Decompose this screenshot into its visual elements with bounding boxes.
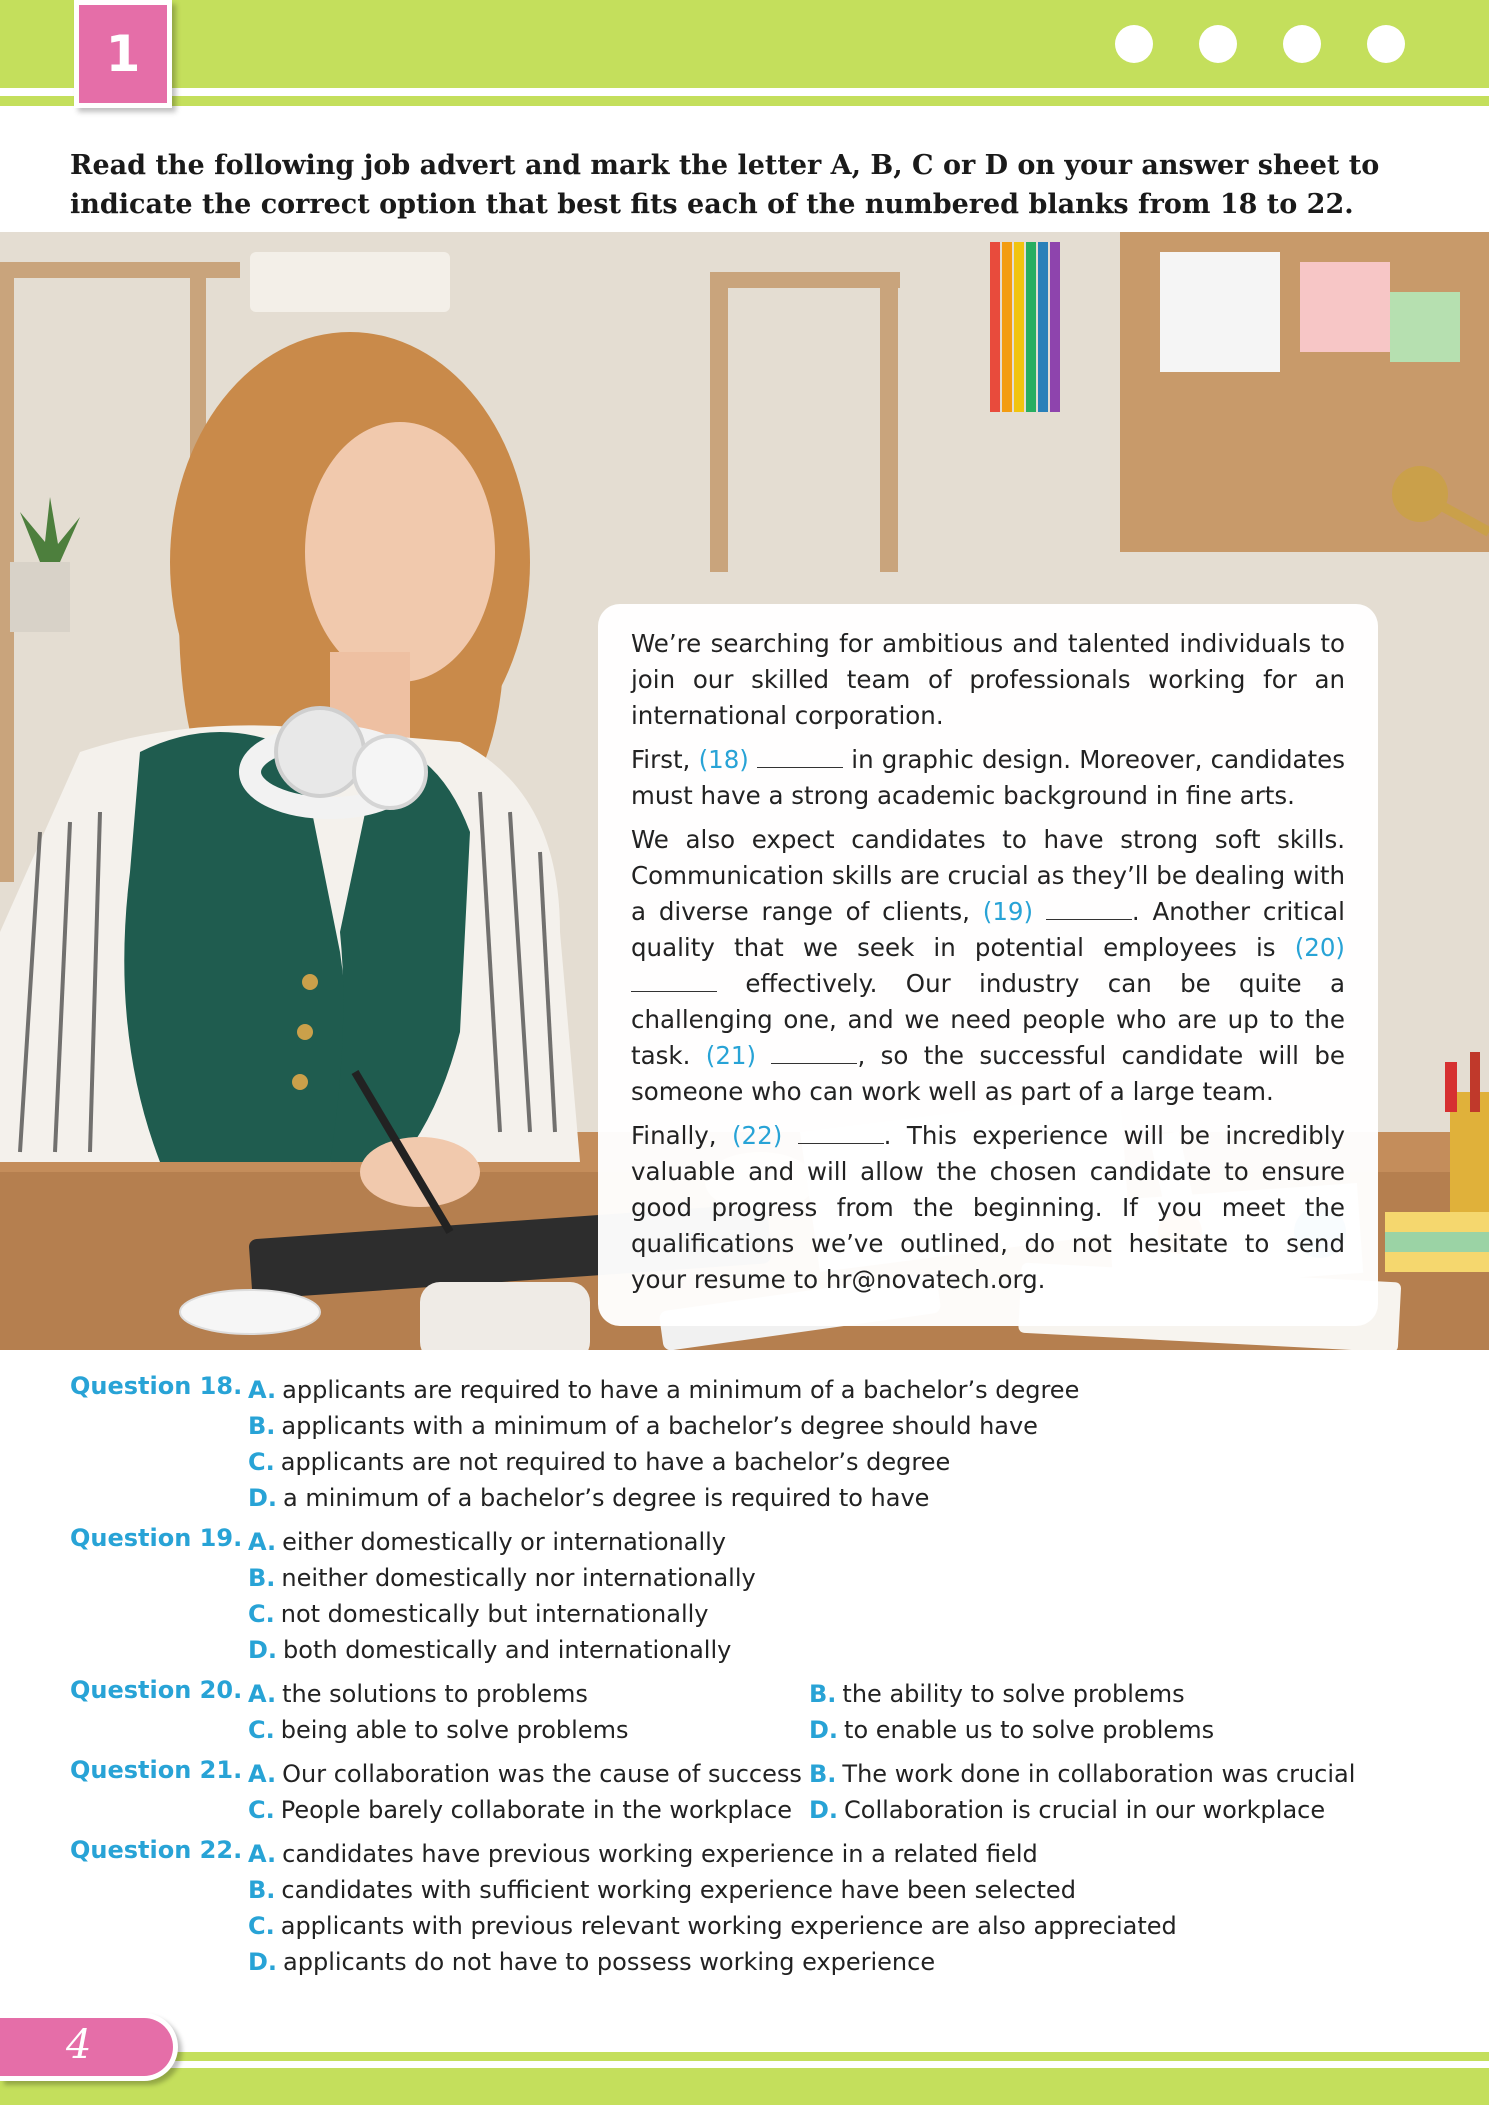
blank-number-22: (22) [731, 1121, 783, 1150]
advert-paragraph-4: Finally, (22) . This experience will be incredibly valuable and will allow the chosen candidate to ensure good progress from the beginning. If you meet the qualifications we’ve outlined, do not hesitate to send your resume to hr@novatech.org. [631, 1121, 1346, 1294]
questions-section [70, 1372, 1430, 1988]
header-stripe [0, 96, 1489, 106]
option-c[interactable]: C. being able to solve problems [248, 1716, 629, 1744]
option-b[interactable]: B. candidates with sufficient working experience have been selected [248, 1876, 1076, 1904]
option-a[interactable]: A. applicants are required to have a minimum of a bachelor’s degree [248, 1376, 1080, 1404]
question-22 [70, 1836, 1430, 1980]
header-dots [1115, 25, 1405, 63]
option-b[interactable]: B. applicants with a minimum of a bachelor’s degree should have [248, 1412, 1038, 1440]
job-advert-box [598, 604, 1378, 1326]
blank-21 [771, 1041, 857, 1064]
option-d[interactable]: D. a minimum of a bachelor’s degree is required to have [248, 1484, 930, 1512]
question-18 [70, 1372, 1430, 1516]
option-b[interactable]: B. the ability to solve problems [809, 1680, 1185, 1708]
option-c[interactable]: C. applicants are not required to have a bachelor’s degree [248, 1448, 951, 1476]
unit-badge [74, 0, 172, 108]
question-21 [70, 1756, 1430, 1828]
question-label: Question 20. [70, 1676, 243, 1704]
dot-icon [1367, 25, 1405, 63]
question-label: Question 18. [70, 1372, 243, 1400]
option-c[interactable]: C. not domestically but internationally [248, 1600, 709, 1628]
advert-paragraph-2: First, (18) in graphic design. Moreover, candidates must have a strong academic background in fine arts. [631, 745, 1345, 810]
blank-20 [631, 969, 717, 992]
dot-icon [1199, 25, 1237, 63]
option-c[interactable]: C. applicants with previous relevant working experience are also appreciated [248, 1912, 1177, 1940]
question-19 [70, 1524, 1430, 1668]
option-b[interactable]: B. The work done in collaboration was crucial [809, 1760, 1356, 1788]
advert-paragraph-3: We also expect candidates to have strong soft skills. Communication skills are crucial as they’ll be dealing with a diverse range of clients, (19) . Another critical quality that we seek in potential employees is (20) effectively. Our industry can be quite a challenging one, and we need people who are up to the task. (21) , so the successful candidate will be someone who can work well as part of a large team. [631, 825, 1345, 1106]
option-d[interactable]: D. to enable us to solve problems [809, 1716, 1215, 1744]
question-label: Question 19. [70, 1524, 243, 1552]
page-number: 4 [66, 2022, 92, 2068]
blank-22 [798, 1121, 884, 1144]
footer-stripe [0, 2052, 1489, 2061]
footer-band [0, 2068, 1489, 2105]
dot-icon [1283, 25, 1321, 63]
option-d[interactable]: D. both domestically and internationally [248, 1636, 732, 1664]
blank-number-21: (21) [705, 1041, 757, 1070]
instructions-text: Read the following job advert and mark the letter A, B, C or D on your answer sheet to indicate the correct option that best fits each of the numbered blanks from 18 to 22. [70, 150, 1380, 220]
dot-icon [1115, 25, 1153, 63]
option-a[interactable]: A. the solutions to problems [248, 1680, 588, 1708]
designer-photo [0, 232, 1489, 1350]
option-c[interactable]: C. People barely collaborate in the workplace [248, 1796, 793, 1824]
question-label: Question 22. [70, 1836, 243, 1864]
option-a[interactable]: A. Our collaboration was the cause of success [248, 1760, 802, 1788]
question-20 [70, 1676, 1430, 1748]
blank-18 [757, 745, 843, 768]
option-d[interactable]: D. Collaboration is crucial in our workplace [809, 1796, 1326, 1824]
option-b[interactable]: B. neither domestically nor internationally [248, 1564, 756, 1592]
option-d[interactable]: D. applicants do not have to possess working experience [248, 1948, 936, 1976]
option-a[interactable]: A. candidates have previous working experience in a related field [248, 1840, 1038, 1868]
page-number-tab [0, 2013, 178, 2081]
blank-number-19: (19) [982, 897, 1034, 926]
blank-number-20: (20) [1294, 933, 1345, 962]
blank-number-18: (18) [698, 745, 749, 774]
advert-paragraph-1: We’re searching for ambitious and talented individuals to join our skilled team of professionals working for an international corporation. [631, 629, 1345, 730]
unit-number: 1 [105, 25, 141, 83]
option-a[interactable]: A. either domestically or internationally [248, 1528, 726, 1556]
blank-19 [1046, 897, 1132, 920]
question-label: Question 21. [70, 1756, 243, 1784]
